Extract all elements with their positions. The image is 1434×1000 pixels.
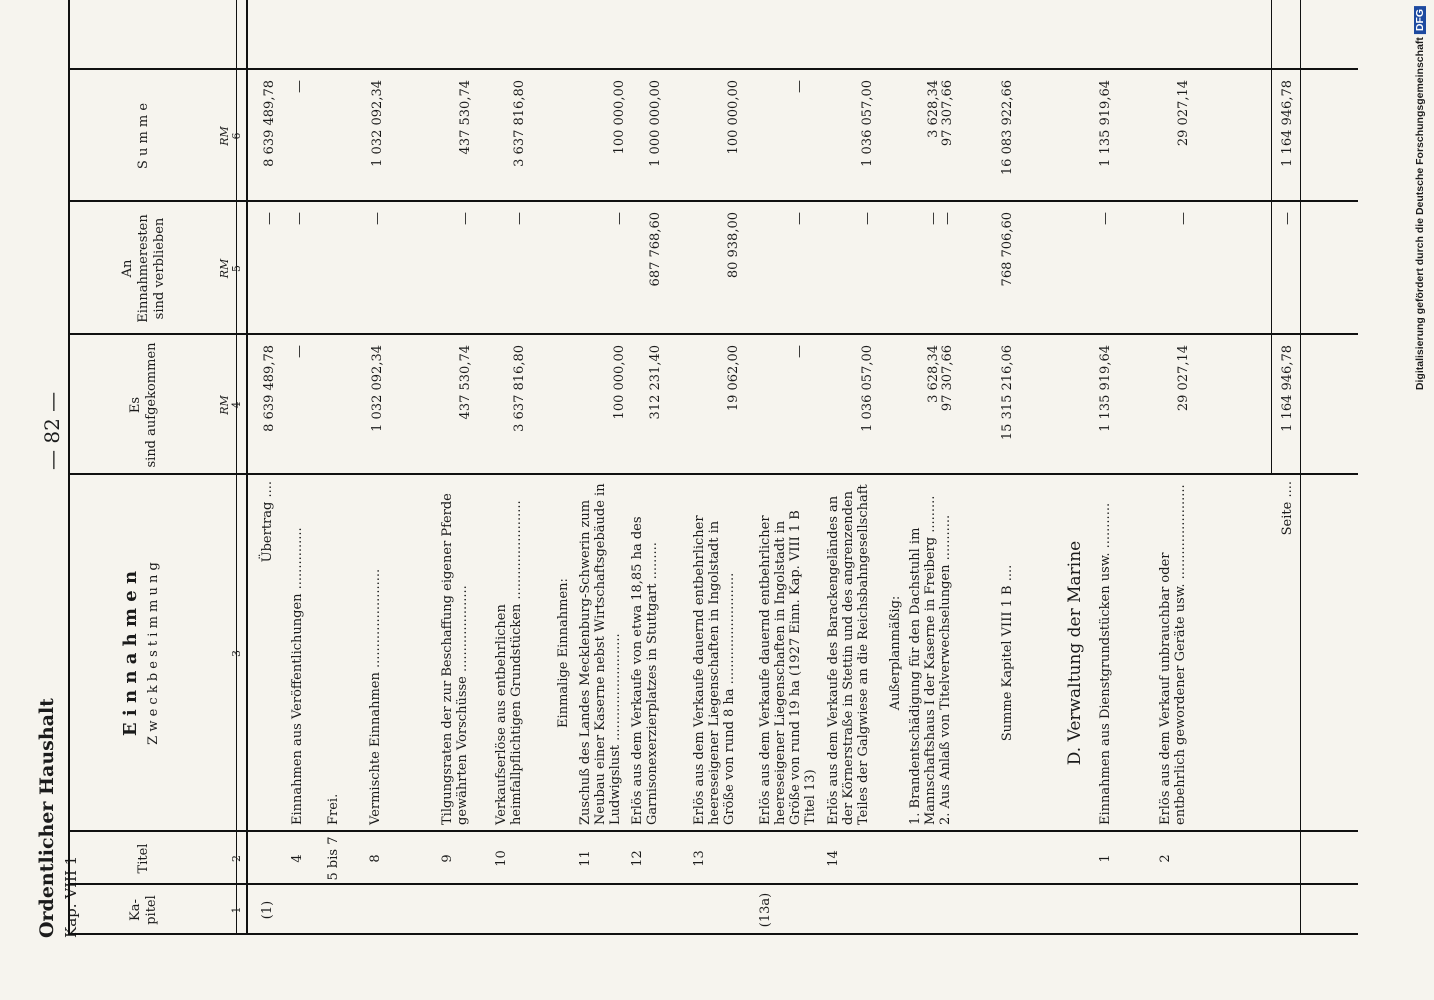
row-summe: —: [792, 80, 807, 93]
row-aufgekommen: 97 307,66: [940, 345, 955, 412]
row-einnahmereste: 80 938,00: [726, 212, 741, 279]
row-einnahmereste: —: [370, 212, 385, 225]
row-kapitel: (1): [260, 900, 275, 920]
summe-text: Summe Kapitel VIII 1 B ....: [1000, 564, 1015, 742]
row-einnahmereste: —: [860, 212, 875, 225]
row-aufgekommen: 8 639 489,78: [262, 345, 277, 432]
section-heading: D. Verwaltung der Marine: [1065, 540, 1085, 766]
row-aufgekommen: 3 637 816,80: [512, 345, 527, 432]
row-aufgekommen: 1 032 092,34: [370, 345, 385, 432]
seite-aufgekommen: 1 164 946,78: [1280, 345, 1295, 432]
row-summe: 437 530,74: [458, 80, 473, 155]
row-text: Einnahmen aus Veröffentlichungen ...............: [290, 527, 305, 825]
row-titel: 11: [578, 850, 593, 867]
row-summe: 1 000 000,00: [648, 80, 663, 167]
row-text: Tilgungsraten der zur Beschaffung eigener Pferde gewährten Vorschüsse .....................: [440, 493, 470, 825]
row-einnahmereste: —: [792, 212, 807, 225]
row-text: Erlös aus dem Verkaufe von etwa 18,85 ha des Garnisonexerzierplatzes in Stuttgart .........: [630, 516, 660, 825]
seite-summe: 1 164 946,78: [1280, 80, 1295, 167]
summe-einnahmereste: 768 706,60: [1000, 212, 1015, 287]
row-titel: 1: [1098, 854, 1113, 863]
row-einnahmereste: —: [512, 212, 527, 225]
row-titel: 8: [368, 854, 383, 863]
row-text: Frei.: [326, 793, 341, 825]
row-summe: 100 000,00: [726, 80, 741, 155]
col-number: 5: [230, 265, 243, 272]
seite-einnahmereste: —: [1280, 212, 1295, 225]
row-kapitel: (13a): [758, 892, 773, 928]
row-aufgekommen: —: [292, 345, 307, 358]
row-summe: 100 000,00: [612, 80, 627, 155]
row-aufgekommen: 100 000,00: [612, 345, 627, 420]
row-summe: 3 628,34: [926, 80, 941, 138]
row-einnahmereste: —: [940, 212, 955, 225]
row-titel: 9: [440, 854, 455, 863]
budget-table: [68, 0, 1358, 935]
page-number: — 82 —: [40, 391, 64, 470]
row-text: Verkaufserlöse aus entbehrlichen heimfallpflichtigen Grundstücken ........................: [494, 500, 524, 825]
col-einnahmen-header: E i n n a h m e n: [120, 570, 141, 737]
row-einnahmereste: —: [458, 212, 473, 225]
col-aufgekommen-header: Es sind aufgekommen: [128, 342, 159, 468]
row-text: Einnahmen aus Dienstgrundstücken usw. ...........: [1098, 502, 1113, 825]
row-titel: 5 bis 7: [326, 836, 341, 881]
row-aufgekommen: 3 628,34: [926, 345, 941, 403]
row-aufgekommen: 19 062,00: [726, 345, 741, 412]
row-text: 2. Aus Anlaß von Titelverwechselungen ...........: [938, 514, 953, 825]
row-einnahmereste: —: [926, 212, 941, 225]
row-einnahmereste: —: [1176, 212, 1191, 225]
row-aufgekommen: 437 530,74: [458, 345, 473, 420]
col-number: 4: [230, 401, 243, 409]
summe-aufgekommen: 15 315 216,06: [1000, 345, 1015, 441]
row-text: Außerplanmäßig:: [888, 595, 903, 711]
row-aufgekommen: 29 027,14: [1176, 345, 1191, 412]
row-text: Vermischte Einnahmen ........................: [368, 568, 383, 825]
row-einnahmereste: —: [1098, 212, 1113, 225]
page-title: Ordentlicher Haushalt: [36, 698, 58, 938]
seite-text: Seite ....: [1280, 481, 1295, 536]
row-summe: —: [292, 80, 307, 93]
col-number: 3: [230, 650, 243, 657]
row-einnahmereste: —: [262, 212, 277, 225]
row-titel: 10: [494, 850, 509, 867]
row-titel: 4: [290, 854, 305, 863]
row-einnahmereste: —: [612, 212, 627, 225]
row-titel: 13: [692, 850, 707, 867]
row-aufgekommen: 1 135 919,64: [1098, 345, 1113, 432]
unit-rm: RM: [218, 126, 231, 146]
row-summe: 29 027,14: [1176, 80, 1191, 147]
row-summe: 3 637 816,80: [512, 80, 527, 167]
col-number: 2: [230, 855, 243, 862]
row-summe: 1 135 919,64: [1098, 80, 1113, 167]
row-einnahmereste: 687 768,60: [648, 212, 663, 287]
row-titel: 12: [630, 850, 645, 867]
row-summe: 1 036 057,00: [860, 80, 875, 167]
unit-rm: RM: [218, 395, 231, 415]
row-titel: 14: [826, 850, 841, 867]
col-summe-header: S u m m e: [136, 102, 151, 170]
row-text: Erlös aus dem Verkaufe dauernd entbehrlicher heereseigener Liegenschaften in Ingolstadt in Größe von rund 8 ha ...........................: [692, 515, 737, 825]
row-text: Zuschuß des Landes Mecklenburg-Schwerin zum Neubau einer Kaserne nebst Wirtschaftsgebäude in Ludwigslust ..........................: [578, 483, 623, 825]
row-text: Einmalige Einnahmen:: [556, 578, 571, 728]
row-einnahmereste: —: [292, 212, 307, 225]
col-einnahmereste-header: An Einnahmeresten sind verblieben: [120, 214, 167, 323]
col-kapitel-header: Ka- pitel: [128, 895, 159, 925]
row-titel: 2: [1158, 854, 1173, 863]
row-text: Erlös aus dem Verkaufe des Barackengeländes an der Körnerstraße in Stettin und des angrenzenden Teiles der Galgwiese an die Reichsbahngesellschaft: [826, 484, 871, 825]
summe-total: 16 083 922,66: [1000, 80, 1015, 176]
row-aufgekommen: 1 036 057,00: [860, 345, 875, 432]
row-text: 1. Brandentschädigung für den Dachstuhl im Mannschaftshaus I der Kaserne in Freiberg .........: [908, 495, 938, 825]
col-titel-header: Titel: [136, 843, 151, 874]
row-summe: 8 639 489,78: [262, 80, 277, 167]
col-number: 6: [230, 132, 243, 140]
row-text: Erlös aus dem Verkauf unbrauchbar oder entbehrlich gewordener Geräte usw. .......................: [1158, 484, 1188, 825]
col-number: 1: [230, 906, 243, 914]
row-aufgekommen: —: [792, 345, 807, 358]
chapter-label: Kap. VIII 1: [62, 855, 80, 938]
credit-text: Digitalisierung gefördert durch die Deutsche Forschungsgemeinschaft: [1414, 37, 1426, 391]
row-summe: 1 032 092,34: [370, 80, 385, 167]
row-aufgekommen: 312 231,40: [648, 345, 663, 420]
row-text: Erlös aus dem Verkaufe dauernd entbehrlicher heereseigener Liegenschaften in Ingolstadt in Größe von rund 19 ha (1927 Einn. Kap. VIII 1 B Titel 13): [758, 510, 818, 825]
row-text: Übertrag ....: [260, 481, 275, 563]
col-zweck-header: Z w e c k b e s t i m m u n g: [146, 562, 161, 745]
unit-rm: RM: [218, 258, 231, 279]
dfg-logo: DFG: [1414, 6, 1426, 34]
row-summe: 97 307,66: [940, 80, 955, 147]
